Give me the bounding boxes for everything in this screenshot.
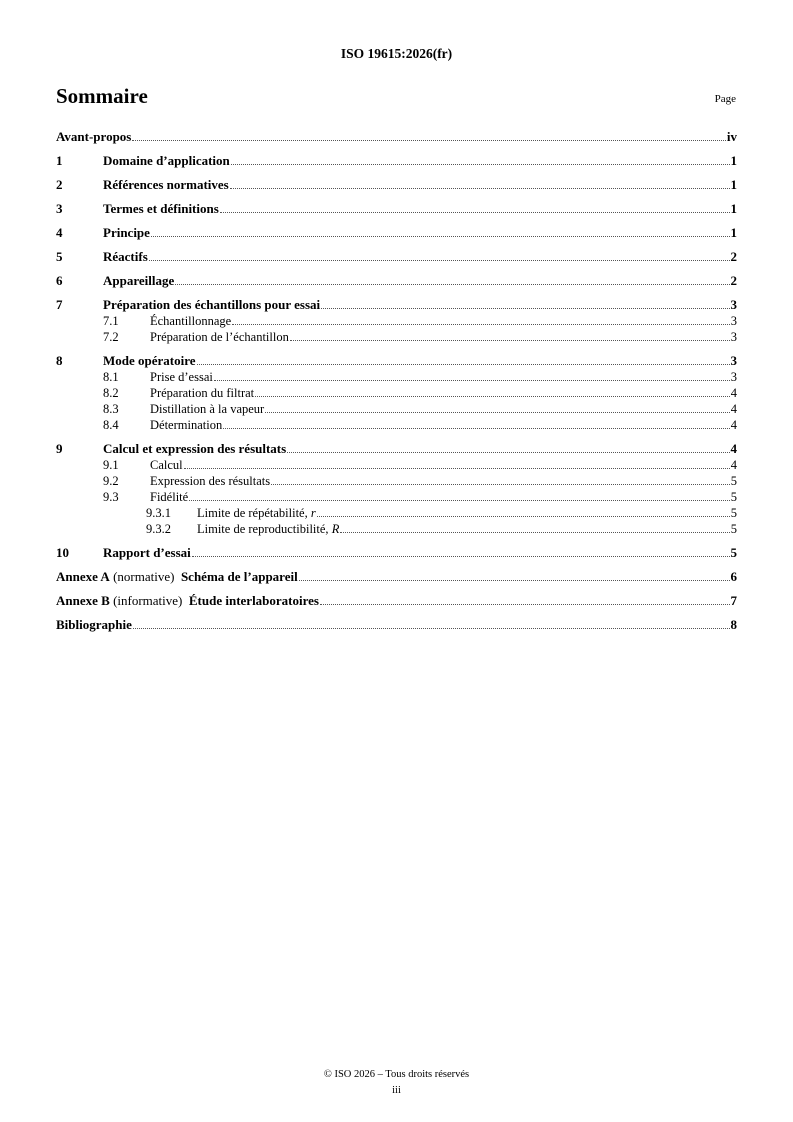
toc-entry-title: Préparation des échantillons pour essai (103, 297, 321, 312)
toc-entry-number: 4 (56, 225, 63, 240)
toc-entry[interactable] (56, 249, 737, 265)
dot-leader (192, 555, 730, 557)
toc-entry[interactable] (56, 473, 737, 489)
toc-entry-page: 4 (730, 418, 737, 432)
toc-entry-title: Préparation du filtrat (150, 386, 255, 400)
toc-entry-title: Rapport d’essai (103, 545, 191, 560)
toc-entry-number: Annexe B (56, 593, 110, 608)
toc-entry[interactable] (56, 545, 737, 561)
dot-leader (214, 379, 730, 381)
page-number: iii (392, 1085, 401, 1096)
dot-leader (230, 187, 730, 189)
toc-entry-number: 5 (56, 249, 63, 264)
dot-leader (232, 323, 730, 325)
toc-entry-number: 7.2 (103, 330, 119, 344)
toc-entry[interactable] (56, 129, 737, 145)
toc-entry[interactable] (56, 417, 737, 433)
toc-entry-number: 8 (56, 353, 63, 368)
toc-entry-page: 4 (730, 402, 737, 416)
toc-entry-page: 1 (730, 153, 737, 168)
toc-entry-title: Distillation à la vapeur (150, 402, 265, 416)
dot-leader (320, 603, 730, 605)
toc-entry[interactable] (56, 593, 737, 609)
toc-entry-title: Références normatives (103, 177, 229, 192)
page-column-label: Page (714, 93, 736, 105)
document-header: ISO 19615:2026(fr) (340, 46, 453, 61)
toc-entry[interactable] (56, 505, 737, 521)
toc-entry-symbol: R (331, 522, 340, 536)
toc-entry[interactable] (56, 313, 737, 329)
dot-leader (231, 163, 730, 165)
dot-leader (299, 579, 730, 581)
toc-entry-page: 3 (730, 297, 737, 312)
toc-entry-page: 1 (730, 201, 737, 216)
dot-leader (290, 339, 730, 341)
toc-entry-title: Étude interlaboratoires (185, 593, 319, 608)
toc-entry-page: 4 (730, 441, 737, 456)
toc-entry-page: 4 (730, 386, 737, 400)
dot-leader (132, 139, 726, 141)
toc-entry-title: Expression des résultats (150, 474, 271, 488)
toc-entry[interactable] (56, 457, 737, 473)
toc-entry[interactable] (56, 177, 737, 193)
dot-leader (271, 483, 730, 485)
toc-entry-symbol: r (310, 506, 316, 520)
toc-entry-title: Réactifs (103, 249, 148, 264)
toc-entry[interactable] (56, 369, 737, 385)
table-of-contents (56, 129, 737, 633)
toc-entry[interactable] (56, 201, 737, 217)
toc-entry-number: 9.3 (103, 490, 119, 504)
toc-entry-page: 5 (730, 545, 737, 560)
dot-leader (197, 363, 730, 365)
toc-entry[interactable] (56, 273, 737, 289)
dot-leader (133, 627, 730, 629)
toc-entry-number: Annexe A (56, 569, 110, 584)
dot-leader (220, 211, 730, 213)
toc-entry-title: Principe (103, 225, 150, 240)
toc-entry[interactable] (56, 385, 737, 401)
dot-leader (189, 499, 730, 501)
toc-entry-page: 1 (730, 177, 737, 192)
toc-entry[interactable] (56, 489, 737, 505)
toc-entry-page: 5 (730, 474, 737, 488)
toc-entry-page: 3 (730, 330, 737, 344)
toc-entry-title: Domaine d’application (103, 153, 230, 168)
toc-entry-number: 9 (56, 441, 63, 456)
toc-entry[interactable] (56, 401, 737, 417)
toc-entry-title: Détermination (150, 418, 223, 432)
toc-entry-number: 8.3 (103, 402, 119, 416)
toc-entry-page: 3 (730, 370, 737, 384)
toc-entry-number: 8.4 (103, 418, 119, 432)
dot-leader (184, 467, 730, 469)
toc-entry-title: Prise d’essai (150, 370, 213, 384)
toc-entry-number: 3 (56, 201, 63, 216)
toc-entry-qualifier: (normative) (109, 569, 178, 584)
toc-entry-page: 5 (730, 506, 737, 520)
toc-entry-title: Limite de répétabilité, (197, 506, 311, 520)
toc-entry-page: 2 (730, 273, 737, 288)
toc-entry-number: 2 (56, 177, 63, 192)
toc-entry[interactable] (56, 521, 737, 537)
page-title: Sommaire (56, 84, 148, 108)
toc-entry-number: 6 (56, 273, 63, 288)
toc-entry-title: Avant-propos (56, 129, 132, 144)
toc-entry[interactable] (56, 329, 737, 345)
toc-entry-page: 4 (730, 458, 737, 472)
toc-entry-number: 1 (56, 153, 63, 168)
toc-entry-page: iv (726, 129, 737, 144)
toc-entry-page: 3 (730, 314, 737, 328)
toc-entry-page: 7 (730, 593, 737, 608)
toc-entry-title: Échantillonnage (150, 314, 232, 328)
dot-leader (321, 307, 729, 309)
toc-entry-page: 2 (730, 249, 737, 264)
toc-entry-page: 3 (730, 353, 737, 368)
toc-entry-title: Préparation de l’échantillon (150, 330, 289, 344)
toc-entry-page: 6 (730, 569, 737, 584)
dot-leader (317, 515, 730, 517)
toc-entry[interactable] (56, 441, 737, 457)
toc-entry-title: Mode opératoire (103, 353, 196, 368)
dot-leader (149, 259, 730, 261)
toc-entry[interactable] (56, 153, 737, 169)
dot-leader (151, 235, 730, 237)
toc-entry[interactable] (56, 297, 737, 313)
toc-entry-title: Appareillage (103, 273, 175, 288)
toc-entry-title: Bibliographie (56, 617, 132, 632)
toc-entry-title: Fidélité (150, 490, 189, 504)
toc-entry-number: 9.2 (103, 474, 119, 488)
toc-entry[interactable] (56, 569, 737, 585)
toc-entry-number: 9.1 (103, 458, 119, 472)
copyright-footer: © ISO 2026 – Tous droits réservés (323, 1069, 470, 1080)
toc-entry-title: Limite de reproductibilité, (197, 522, 332, 536)
toc-entry[interactable] (56, 617, 737, 633)
toc-entry-qualifier: (informative) (109, 593, 186, 608)
toc-entry[interactable] (56, 225, 737, 241)
toc-entry-number: 9.3.1 (146, 506, 171, 520)
dot-leader (340, 531, 729, 533)
toc-entry-page: 8 (730, 617, 737, 632)
toc-entry-title: Calcul (150, 458, 183, 472)
toc-entry-number: 8.1 (103, 370, 119, 384)
toc-entry-number: 10 (56, 545, 69, 560)
toc-entry[interactable] (56, 353, 737, 369)
toc-entry-number: 7.1 (103, 314, 119, 328)
dot-leader (265, 411, 730, 413)
toc-entry-number: 7 (56, 297, 63, 312)
toc-entry-title: Calcul et expression des résultats (103, 441, 287, 456)
toc-entry-title: Schéma de l’appareil (177, 569, 298, 584)
toc-entry-page: 1 (730, 225, 737, 240)
toc-entry-page: 5 (730, 490, 737, 504)
toc-entry-number: 9.3.2 (146, 522, 171, 536)
dot-leader (175, 283, 729, 285)
dot-leader (255, 395, 730, 397)
dot-leader (287, 451, 729, 453)
dot-leader (223, 427, 730, 429)
toc-entry-title: Termes et définitions (103, 201, 219, 216)
toc-entry-page: 5 (730, 522, 737, 536)
toc-entry-number: 8.2 (103, 386, 119, 400)
